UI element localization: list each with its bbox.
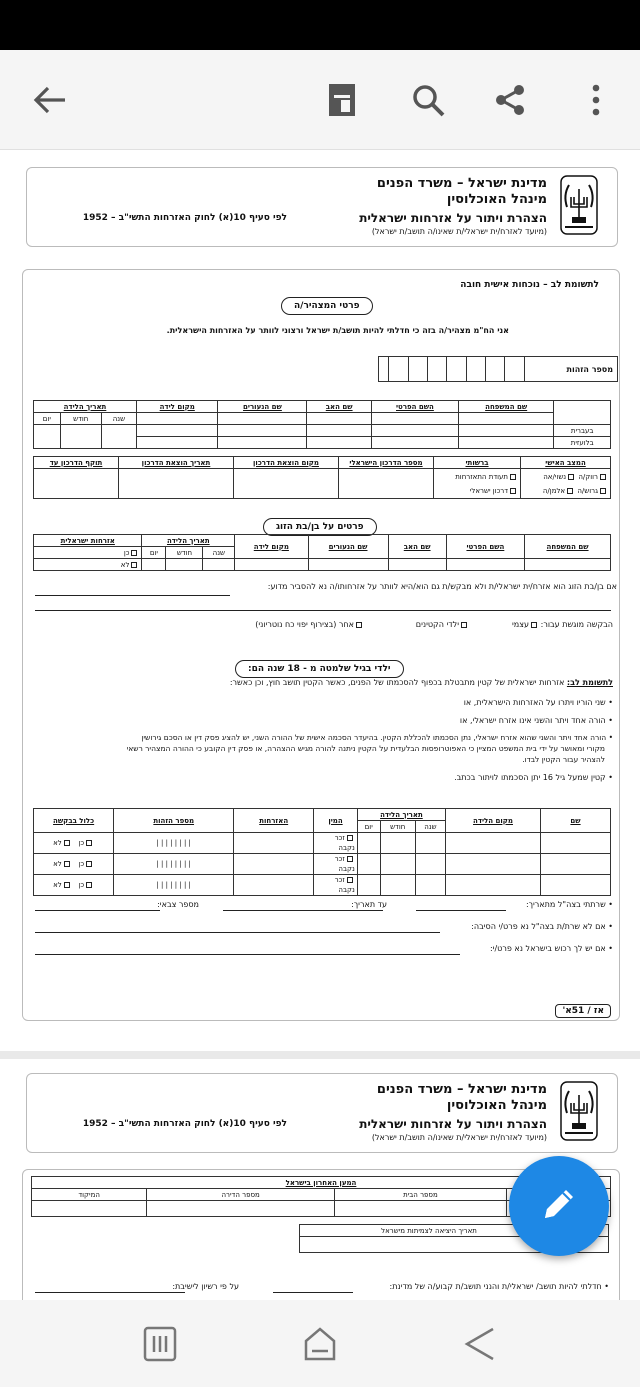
spouse-reason-line[interactable] [35, 595, 230, 596]
id-number-label: מספר הזהות [566, 365, 613, 374]
army-from-line[interactable] [416, 910, 506, 911]
nav-back-icon[interactable] [450, 1322, 510, 1366]
col-apartment-no: מספר הדירה [147, 1189, 335, 1201]
home-icon[interactable] [290, 1322, 350, 1366]
col-child-birthdate: תאריך הלידה [357, 809, 445, 821]
form-code: אז / 51א' [555, 1004, 611, 1018]
form-title: הצהרת ויתור על אזרחות ישראלית [359, 211, 547, 225]
army-until-line[interactable] [223, 910, 383, 911]
org-ministry: מדינת ישראל – משרד הפנים [376, 1082, 547, 1097]
bullet-2: • הורה אחד ויתר והשני אינו אזרח ישראלי, או [459, 716, 613, 725]
section-spouse: פרטים על בן/בת הזוג [263, 518, 377, 536]
army-number-line[interactable] [35, 910, 160, 911]
sub-day: יום [142, 547, 166, 559]
citizenship-no[interactable]: לא [34, 559, 142, 571]
org-population: מינהל האוכלוסין [446, 192, 547, 207]
law-reference: לפי סעיף 10(א) לחוק האזרחות התשי"ב – 1952 [82, 213, 287, 223]
ceased-residency: • חדלתי להיות תושב/ ישראלי/ת והנני תושב/ת קבוע/ה של מדינת: [389, 1282, 609, 1291]
personal-details-table[interactable] [33, 400, 611, 449]
more-vert-icon[interactable] [574, 78, 618, 122]
edit-button[interactable] [509, 1156, 609, 1256]
request-self[interactable]: עצמי [512, 620, 539, 629]
spouse-reason-line-2[interactable] [35, 610, 611, 611]
col-spouse-citizenship: אזרחות ישראלית [34, 535, 142, 547]
col-spouse-birthdate: תאריך הלידה [142, 535, 235, 547]
sub-day: יום [357, 821, 380, 833]
document-icon[interactable] [320, 78, 364, 122]
share-icon[interactable] [488, 78, 532, 122]
army-served: • שרתתי בצה"ל מתאריך: [526, 900, 613, 909]
law-reference: לפי סעיף 10(א) לחוק האזרחות התשי"ב – 1952 [82, 1119, 287, 1129]
citizenship-yes[interactable]: כן [34, 547, 142, 559]
sub-year: שנה [101, 413, 136, 425]
edit-pencil-icon [539, 1184, 579, 1228]
org-ministry: מדינת ישראל – משרד הפנים [376, 176, 547, 191]
col-marital: המצב האישי [521, 457, 611, 469]
request-for-label: הבקשה מוגשת עבור: [540, 620, 613, 629]
col-possession: ברשותי [434, 457, 521, 469]
status-passport-table[interactable] [33, 456, 611, 499]
col-zip: המיקוד [32, 1189, 147, 1201]
app-toolbar [0, 50, 640, 150]
col-passport-place: מקום הוצאת הדרכון [234, 457, 339, 469]
document-page-1 [0, 151, 640, 1051]
col-child-id: מספר הזהות [114, 809, 234, 833]
form-title: הצהרת ויתור על אזרחות ישראלית [359, 1117, 547, 1131]
request-other[interactable]: אחר (בצירוף יפוי כח נוטריוני) [255, 620, 364, 629]
back-arrow-icon[interactable] [28, 78, 72, 122]
army-number: מספר צבאי: [157, 900, 199, 909]
bullet-3-cont: מקורי ומאושר על ידי בית המשפט המציין כי האפוטרופסות הבלעדית על הקטין ניתנה להורה מגיש ההצהרה, או פסק דין הקובע כי ההורה המצהיר רשאי [126, 744, 605, 753]
bullet-4: • קטין שמעל גיל 16 יתן הסכמתו לויתור בכתב. [454, 773, 613, 782]
sub-year: שנה [415, 821, 445, 833]
id-number-field[interactable] [378, 356, 618, 382]
state-emblem-icon [559, 175, 599, 237]
army-until: עד תאריך: [351, 900, 387, 909]
country-line[interactable] [273, 1292, 353, 1293]
col-maiden-name: שם הנעורים [218, 401, 307, 413]
col-spouse-father: שם האב [388, 535, 446, 559]
sub-month: חודש [166, 547, 203, 559]
exit-date-label: תאריך היציאה לצמיתות מישראל [300, 1225, 559, 1237]
system-nav-bar [0, 1300, 640, 1387]
bullet-3: • הורה אחד ויתר והשני שהוא אזרח ישראלי, נתן הסכמתו להכללת הקטין. בהיעדר הסכמה אישית של ההורה השני, יש להציג פסק דין או הסכם גירושין [141, 733, 613, 742]
col-child-citizenship: האזרחות [234, 809, 314, 833]
form-header-2 [26, 1073, 618, 1153]
col-birthdate: תאריך הלידה [34, 401, 137, 413]
col-child-included: כלול בבקשה [34, 809, 114, 833]
col-spouse-maiden: שם הנעורים [308, 535, 388, 559]
col-child-birthplace: מקום הלידה [446, 809, 541, 833]
sub-month: חודש [380, 821, 415, 833]
declaration-text: אני הח"מ מצהיר/ה בזה כי חדלתי להיות תושב/ת ישראל ורצוני לוותר על האזרחות הישראלית. [166, 326, 509, 335]
request-children[interactable]: ילדי הקטינים [416, 620, 469, 629]
row-hebrew: בעברית [554, 425, 611, 437]
org-population: מינהל האוכלוסין [446, 1098, 547, 1113]
col-passport-date: תאריך הוצאת הדרכון [119, 457, 234, 469]
status-bar [0, 0, 640, 50]
col-last-name: שם המשפחה [458, 401, 553, 413]
permit-label: על פי רשיון לישיבת: [172, 1282, 239, 1291]
permit-line[interactable] [35, 1292, 185, 1293]
form-body [22, 269, 620, 1021]
col-spouse-birthplace: מקום לידה [235, 535, 308, 559]
col-child-name: שם [541, 809, 611, 833]
army-reason-line[interactable] [35, 932, 440, 933]
col-spouse-last: שם המשפחה [525, 535, 611, 559]
property-question: • אם יש לך רכוש בישראל נא פרט/י: [490, 944, 613, 953]
col-passport-no: מספר הדרכון הישראלי [339, 457, 434, 469]
army-not-served: • אם לא שרת/ת בצה"ל נא פרט/י הסיבה: [471, 922, 613, 931]
possession-options[interactable]: תעודת התאזרחות דרכון ישראלי [434, 469, 521, 499]
col-first-name: השם הפרטי [371, 401, 458, 413]
sub-day: יום [34, 413, 61, 425]
form-subtitle: (מיועד לאזרח/ית ישראלי/ת שאינו/ה תושב/ת ישראל) [371, 1133, 547, 1142]
child-row[interactable]: זכר נקבה | | | | | | | | כן לא [34, 854, 611, 875]
attendance-notice: לתשומת לב – נוכחות אישית חובה [460, 280, 599, 290]
col-child-sex: המין [314, 809, 358, 833]
col-birthplace: מקום לידה [137, 401, 218, 413]
sub-month: חודש [60, 413, 101, 425]
col-father-name: שם האב [307, 401, 372, 413]
recents-icon[interactable] [130, 1322, 190, 1366]
marital-options[interactable]: רווק/ה נשוי/אה גרוש/ה אלמן/ה [521, 469, 611, 499]
last-residence-title: המען האחרון בישראל [32, 1177, 611, 1189]
child-row[interactable]: זכר נקבה | | | | | | | | כן לא [34, 833, 611, 854]
children-table[interactable] [33, 808, 611, 896]
bullet-3-end: להצהיר עבור הקטין לבדו. [522, 755, 605, 764]
col-spouse-first: השם הפרטי [446, 535, 524, 559]
spouse-table[interactable] [33, 534, 611, 571]
id-digit-boxes [379, 357, 534, 381]
col-passport-valid: תוקף הדרכון עד [34, 457, 119, 469]
document-viewer[interactable] [0, 151, 640, 1300]
section-children: ילדי בגיל שלמטה מ - 18 שנה הם: [235, 660, 404, 678]
form-subtitle: (מיועד לאזרח/ית ישראלי/ת שאינו/ה תושב/ת ישראל) [371, 227, 547, 236]
row-foreign: בלועזית [554, 437, 611, 449]
form-header [26, 167, 618, 247]
bullet-1: • שני הוריו ויתרו על האזרחות הישראלית, או [463, 698, 613, 707]
attention-line: לתשומת לב: אזרחות ישראלית של קטין מתבטלת בכפוף להסכמתו של הפנים, כאשר הקטין תושב חוץ, וכן כאשר: [229, 678, 613, 687]
child-row[interactable]: זכר נקבה | | | | | | | | כן לא [34, 875, 611, 896]
section-declarant: פרטי המצהיר/ה [281, 297, 373, 315]
sub-year: שנה [203, 547, 235, 559]
state-emblem-icon [559, 1081, 599, 1143]
search-icon[interactable] [406, 78, 450, 122]
col-house-no: מספר הבית [335, 1189, 507, 1201]
spouse-question: אם בן/בת הזוג הוא אזרח/ית ישראלי/ת ולא מבקש/ת גם הוא/היא לוותר על אזרחותו/ה נא להסביר מדוע: [267, 582, 617, 591]
property-line[interactable] [35, 954, 460, 955]
